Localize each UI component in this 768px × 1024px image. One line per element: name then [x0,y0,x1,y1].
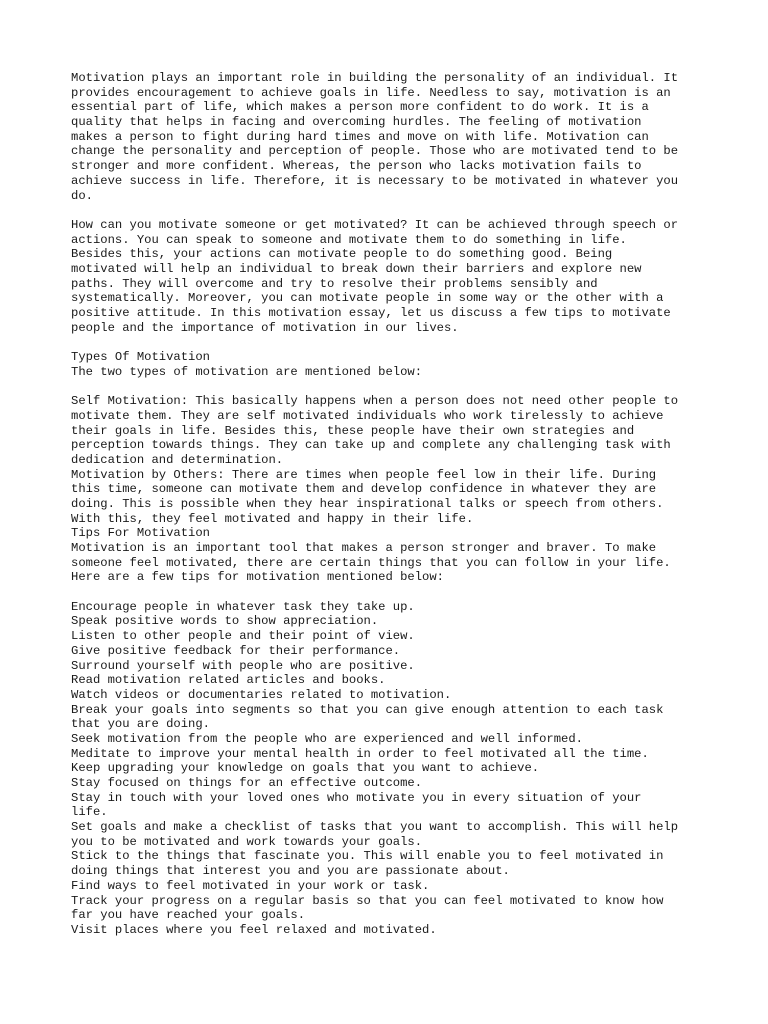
text-line: Read motivation related articles and books. [71,673,386,688]
text-line: Motivation plays an important role in building the personality of an individual. It [71,71,679,85]
text-line: Motivation by Others: There are times when people feel low in their life. During [71,467,657,482]
blank-line [71,585,711,600]
text-line: achieve success in life. Therefore, it is necessary to be motivated in whatever you [71,173,679,188]
text-line: Track your progress on a regular basis so that you can feel motivated to know how [71,893,664,908]
text-line: How can you motivate someone or get motivated? It can be achieved through speech or [71,217,679,232]
text-line: Watch videos or documentaries related to motivation. [71,687,452,702]
text-line: that you are doing. [71,717,210,732]
text-block [71,350,711,379]
text-line: someone feel motivated, there are certain things that you can follow in your life. [71,555,671,570]
text-line: Encourage people in whatever task they take up. [71,599,415,614]
text-line: provides encouragement to achieve goals in life. Needless to say, motivation is an [71,85,671,100]
text-line: Besides this, your actions can motivate people to do something good. Being [71,247,613,262]
text-block [71,71,711,203]
text-line: Break your goals into segments so that you can give enough attention to each task [71,702,664,717]
text-line: Self Motivation: This basically happens when a person does not need other people to [71,394,679,409]
text-line: Surround yourself with people who are positive. [71,658,415,673]
text-line: quality that helps in facing and overcoming hurdles. The feeling of motivation [71,115,642,130]
text-line: systematically. Moreover, you can motivate people in some way or the other with a [71,291,664,306]
text-line: paths. They will overcome and try to resolve their problems sensibly and [71,276,598,291]
text-line: Speak positive words to show appreciation. [71,614,379,629]
blank-line [71,379,711,394]
text-line: doing. This is possible when they hear inspirational talks or speech from others. [71,496,664,511]
text-line: Types Of Motivation [71,350,210,365]
text-line: perception towards things. They can take up and complete any challenging task with [71,438,671,453]
text-line: With this, they feel motivated and happy in their life. [71,511,474,526]
document-page [71,71,711,938]
text-line: stronger and more confident. Whereas, the person who lacks motivation fails to [71,159,642,174]
text-line: Here are a few tips for motivation mentioned below: [71,570,444,585]
text-line: The two types of motivation are mentioned below: [71,364,423,379]
text-line: people and the importance of motivation in our lives. [71,320,459,335]
blank-line [71,335,711,350]
text-line: Visit places where you feel relaxed and motivated. [71,922,437,937]
text-block [71,394,711,585]
text-line: Stick to the things that fascinate you. This will enable you to feel motivated in [71,849,664,864]
text-line: do. [71,188,93,203]
text-line: far you have reached your goals. [71,908,306,923]
text-line: Tips For Motivation [71,526,210,541]
text-line: life. [71,805,108,820]
text-line: Stay in touch with your loved ones who motivate you in every situation of your [71,790,642,805]
text-line: Give positive feedback for their performance. [71,643,401,658]
text-line: Meditate to improve your mental health in order to feel motivated all the time. [71,746,649,761]
text-line: Keep upgrading your knowledge on goals that you want to achieve. [71,761,540,776]
blank-line [71,203,711,218]
text-line: Motivation is an important tool that makes a person stronger and braver. To make [71,541,657,555]
text-line: this time, someone can motivate them and develop confidence in whatever they are [71,482,657,497]
text-block [71,218,711,336]
text-line: their goals in life. Besides this, these people have their own strategies and [71,423,635,438]
text-line: Stay focused on things for an effective outcome. [71,776,423,790]
text-line: Listen to other people and their point of view. [71,629,415,644]
text-line: you to be motivated and work towards your goals. [71,834,423,849]
text-line: positive attitude. In this motivation essay, let us discuss a few tips to motivate [71,306,671,320]
text-line: makes a person to fight during hard times and move on with life. Motivation can [71,129,649,144]
text-line: essential part of life, which makes a person more confident to do work. It is a [71,100,649,115]
text-line: Set goals and make a checklist of tasks that you want to accomplish. This will help [71,820,679,835]
text-line: doing things that interest you and you are passionate about. [71,864,510,879]
text-line: motivate them. They are self motivated individuals who work tirelessly to achieve [71,408,664,423]
text-line: actions. You can speak to someone and motivate them to do something in life. [71,232,627,247]
text-line: dedication and determination. [71,452,284,467]
text-line: Find ways to feel motivated in your work or task. [71,878,430,893]
text-block [71,600,711,938]
text-line: motivated will help an individual to break down their barriers and explore new [71,261,642,276]
text-line: change the personality and perception of people. Those who are motivated tend to be [71,144,679,159]
text-line: Seek motivation from the people who are experienced and well informed. [71,731,583,746]
